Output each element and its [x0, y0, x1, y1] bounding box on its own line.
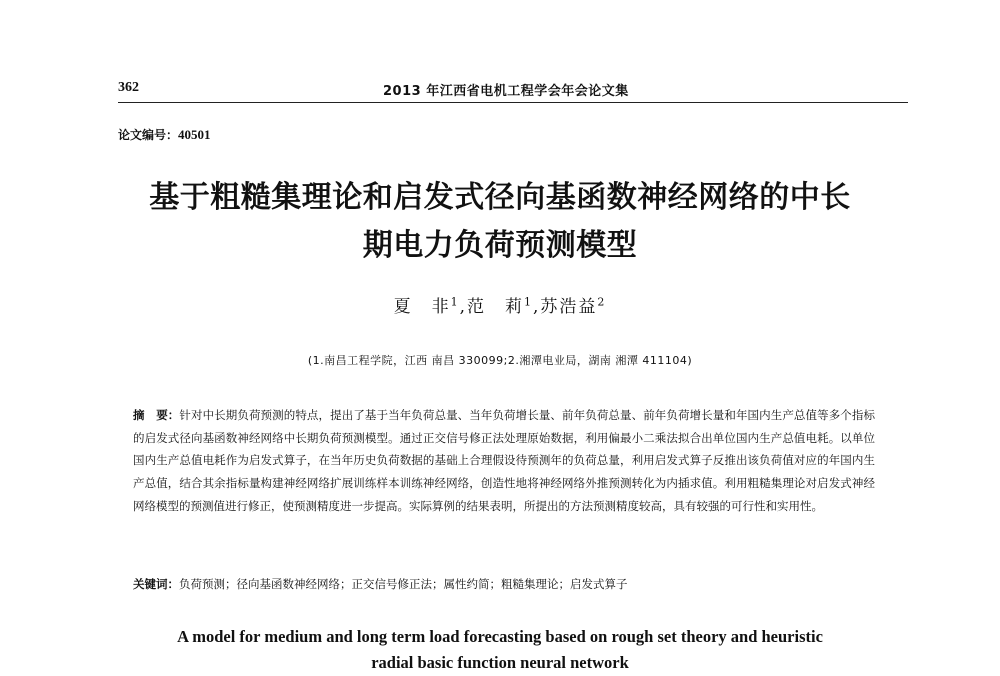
- page-number: 362: [118, 80, 139, 95]
- running-head: 2013 年江西省电机工程学会年会论文集: [383, 84, 629, 99]
- author-affiliation-mark: 2: [597, 295, 607, 309]
- keywords-text: 负荷预测；径向基函数神经网络；正交信号修正法；属性约简；粗糙集理论；启发式算子: [179, 577, 628, 591]
- paper-id: [118, 126, 211, 143]
- author-affiliation-mark: 1: [450, 295, 460, 309]
- title-chinese-line-2: 期电力负荷预测模型: [362, 228, 638, 263]
- title-english-line-2: radial basic function neural network: [371, 653, 629, 672]
- abstract-text: 针对中长期负荷预测的特点，提出了基于当年负荷总量、当年负荷增长量、前年负荷总量、前年负荷增长量和年国内生产总值等多个指标的启发式径向基函数神经网络中长期负荷预测模型。通过正交信号修正法处理原始数据，利用偏最小二乘法拟合出单位国内生产总值电耗。以单位国内生产总值电耗作为启发式算子，在当年历史负荷数据的基础上合理假设待预测年的负荷总量，利用启发式算子反推出该负荷值对应的年国内生产总值，结合其余指标量构建神经网络扩展训练样本训练神经网络，创造性地将神经网络外推预测转化为内插求值。利用粗糙集理论对启发式神经网络模型的预测值进行修正，使预测精度进一步提高。实际算例的结果表明，所提出的方法预测精度较高，具有较强的可行性和实用性。: [133, 408, 876, 513]
- keywords: [133, 576, 875, 592]
- paper-id-value: 40501: [178, 127, 211, 142]
- author-affiliation-mark: 1: [524, 295, 533, 309]
- title-english-line-1: A model for medium and long term load forecasting based on rough set theory and heuristic: [177, 627, 823, 646]
- author-separator: ,: [533, 297, 541, 317]
- author-separator: ,: [459, 297, 467, 317]
- running-header: [118, 78, 908, 103]
- author-name: 苏浩益: [540, 297, 598, 317]
- affiliation: (1.南昌工程学院，江西 南昌 330099;2.湘潭电业局，湖南 湘潭 411104): [307, 354, 693, 367]
- abstract: [133, 404, 875, 518]
- author-name: 范 莉: [467, 297, 524, 317]
- keywords-label: 关键词：: [133, 577, 179, 591]
- title-chinese: [80, 174, 920, 270]
- author-name: 夏 非: [393, 297, 451, 317]
- abstract-label: 摘 要：: [133, 408, 180, 422]
- paper-id-label: 论文编号：: [118, 128, 179, 142]
- title-chinese-line-1: 基于粗糙集理论和启发式径向基函数神经网络的中长: [149, 180, 851, 215]
- title-english: [100, 624, 900, 676]
- author-list: [300, 292, 700, 317]
